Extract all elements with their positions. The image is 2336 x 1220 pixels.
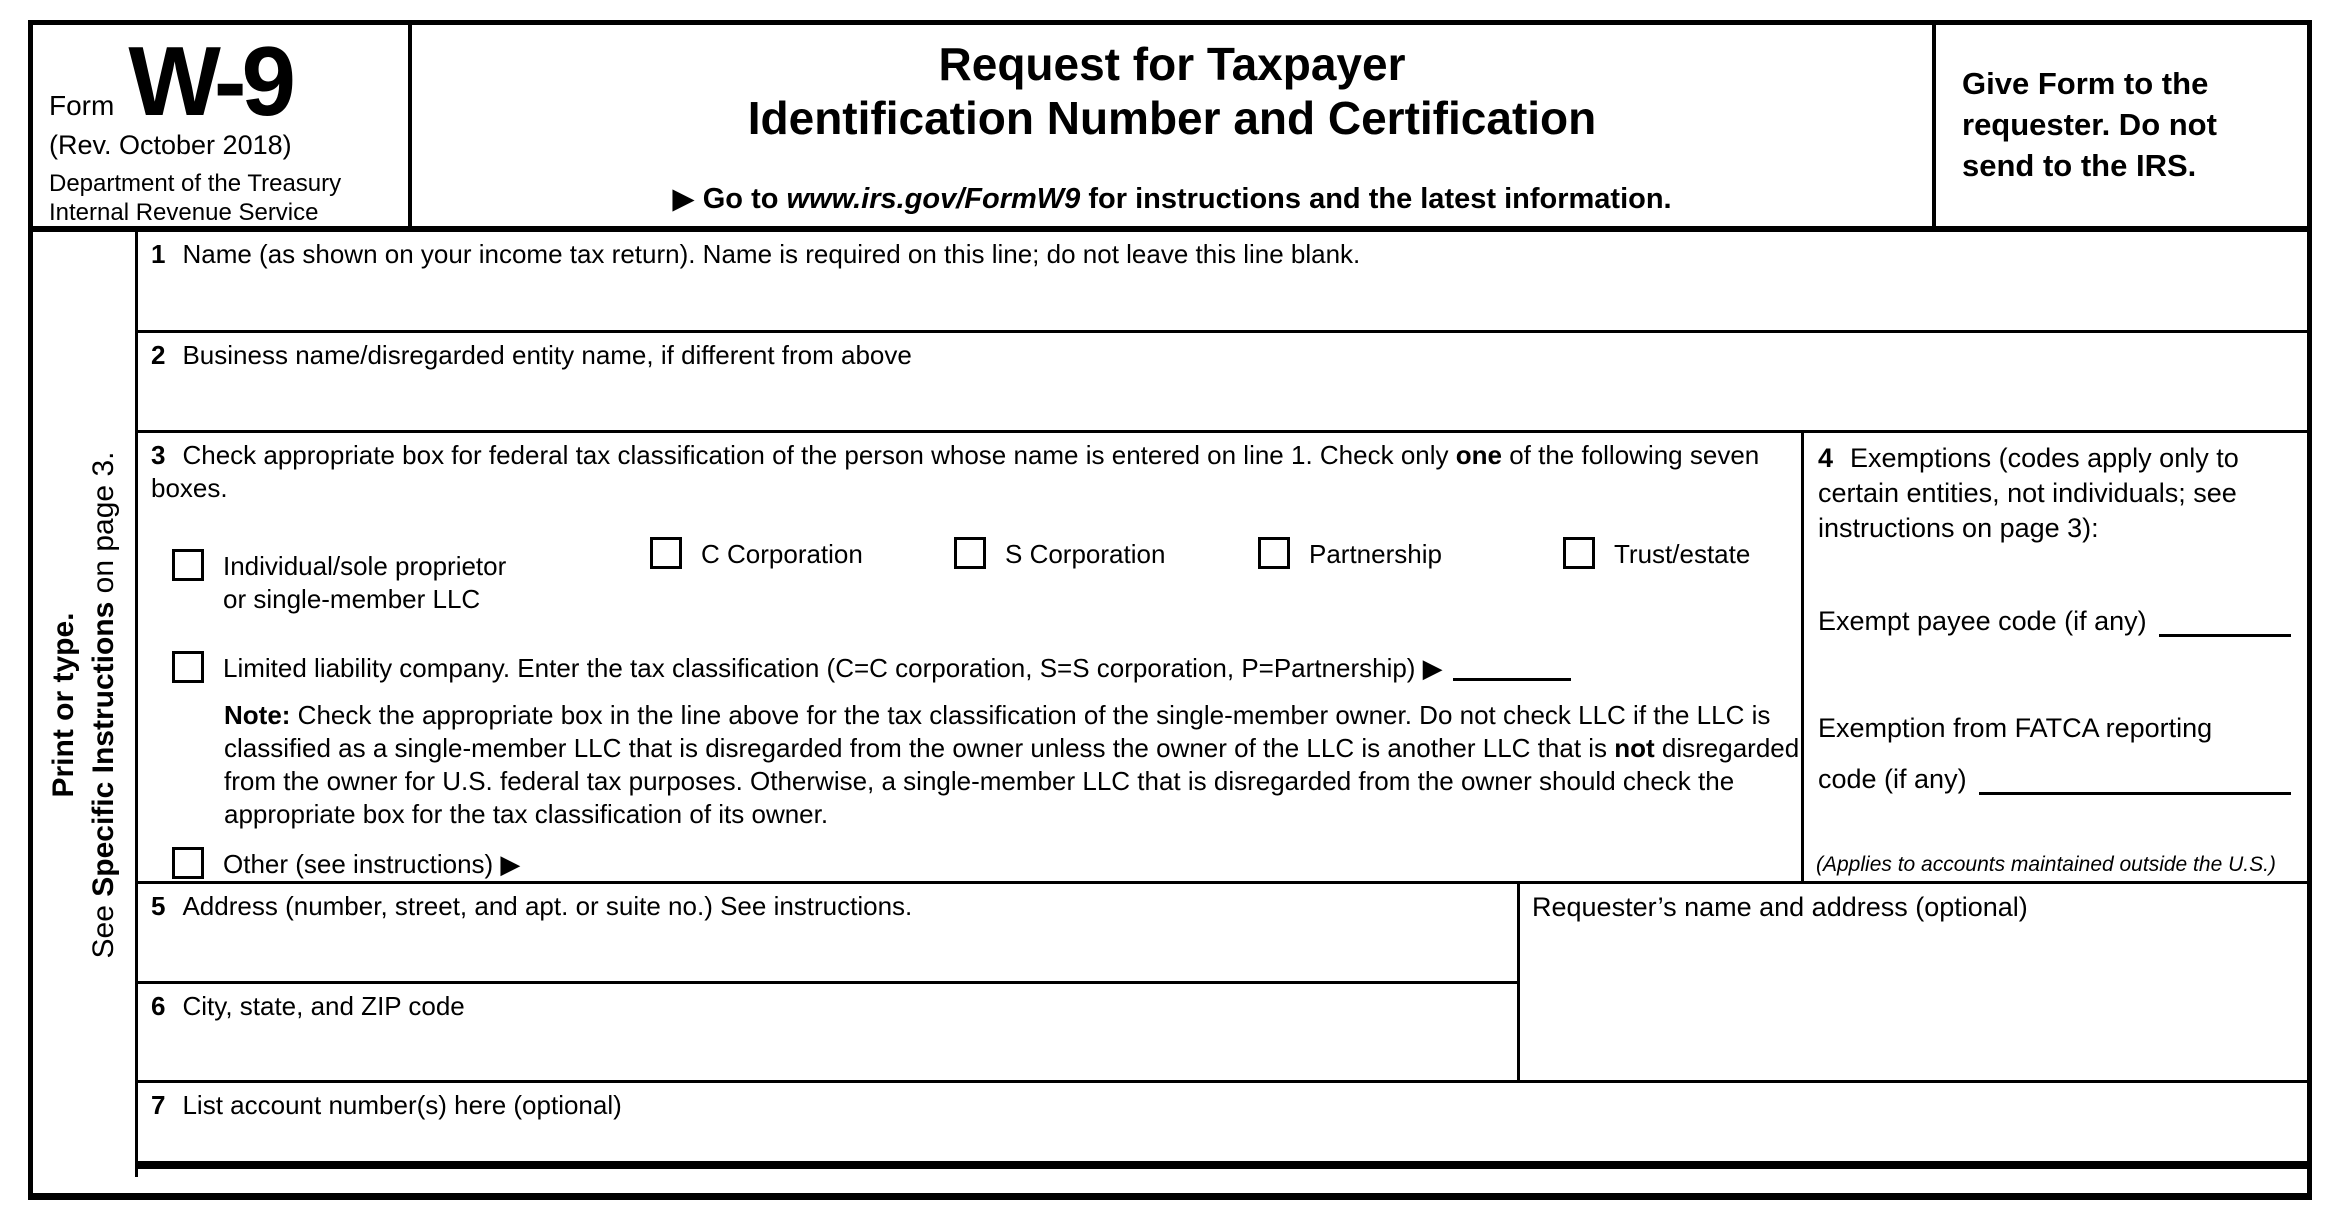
fatca-row xyxy=(1818,763,2291,795)
address-field-label xyxy=(151,891,912,922)
checkbox-other[interactable] xyxy=(172,847,204,879)
requester-box xyxy=(1517,884,2307,1080)
requester-input-area[interactable] xyxy=(1522,928,2305,1078)
option-llc-label: Limited liability company. Enter the tax classification (C=C corporation, S=S corporation, P=Partnership) ▶ xyxy=(223,653,1443,683)
form-goto-line xyxy=(412,181,1932,216)
exemptions-label xyxy=(1818,441,2300,546)
option-individual-label: Individual/sole proprietor or single-member LLC xyxy=(223,551,507,614)
form-body xyxy=(138,232,2307,1169)
llc-note-bold: Note: xyxy=(224,700,291,730)
checkbox-c-corporation[interactable] xyxy=(650,537,682,569)
business-name-field-label xyxy=(151,340,912,371)
llc-note xyxy=(224,699,1808,831)
sidebar-rotated-text xyxy=(44,232,124,1177)
field-row-name xyxy=(138,232,2307,333)
field-number-3: 3 xyxy=(151,440,166,470)
account-numbers-label-text: List account number(s) here (optional) xyxy=(182,1090,622,1120)
fatca-label-line1: Exemption from FATCA reporting xyxy=(1818,713,2213,743)
sidebar-line1: Print or type. xyxy=(47,611,80,798)
department-line1: Department of the Treasury xyxy=(49,170,342,198)
option-trust-estate-label: Trust/estate xyxy=(1614,539,1751,569)
field-number-4: 4 xyxy=(1818,443,1834,473)
field-number-2: 2 xyxy=(151,340,166,370)
give-form-block xyxy=(1936,25,2307,226)
goto-arrow-icon: ▶ xyxy=(672,183,703,215)
form-title-line2: Identification Number and Certification xyxy=(747,92,1597,144)
sidebar-line2-prefix: See xyxy=(87,896,120,958)
form-number-row xyxy=(49,26,408,136)
exemptions-label-text: Exemptions (codes apply only to certain entities, not individuals; see instructions on page 3): xyxy=(1818,443,2239,543)
name-input-area[interactable] xyxy=(140,276,2305,328)
fatca-code-input[interactable] xyxy=(1979,763,2291,795)
field-number-5: 5 xyxy=(151,891,166,921)
field-row-business-name xyxy=(138,333,2307,433)
business-name-input-area[interactable] xyxy=(140,377,2305,428)
sidebar-line2 xyxy=(84,232,124,1177)
checkbox-partnership[interactable] xyxy=(1258,537,1290,569)
form-word-label: Form xyxy=(49,90,115,121)
option-partnership xyxy=(1258,537,1442,571)
checkbox-individual[interactable] xyxy=(172,549,204,581)
option-s-corporation xyxy=(954,537,1165,571)
form-number: W-9 xyxy=(128,26,292,136)
department-line2: Internal Revenue Service xyxy=(49,199,319,227)
classification-section xyxy=(138,433,2307,884)
city-label-text: City, state, and ZIP code xyxy=(182,991,465,1021)
sidebar-line2-bold: Specific Instructions xyxy=(87,601,120,897)
print-or-type-sidebar xyxy=(33,232,138,1177)
checkbox-trust-estate[interactable] xyxy=(1563,537,1595,569)
tax-classification-cell xyxy=(138,433,1801,881)
city-input-area[interactable] xyxy=(140,1028,1515,1078)
fatca-applies-note: (Applies to accounts maintained outside the U.S.) xyxy=(1816,853,2276,876)
option-partnership-label: Partnership xyxy=(1309,539,1442,569)
goto-suffix: for instructions and the latest information. xyxy=(1080,183,1672,215)
llc-classification-input[interactable] xyxy=(1453,651,1571,681)
account-numbers-field-label xyxy=(151,1090,622,1121)
llc-note-bold2: not xyxy=(1614,733,1655,763)
field-number-6: 6 xyxy=(151,991,166,1021)
exemptions-cell xyxy=(1801,433,2307,881)
classification-text-suffix: of the following seven boxes. xyxy=(151,440,1760,503)
option-other-label: Other (see instructions) ▶ xyxy=(223,849,521,879)
classification-text-bold: one xyxy=(1455,440,1502,470)
option-s-corporation-label: S Corporation xyxy=(1005,539,1166,569)
option-other xyxy=(172,847,520,881)
account-numbers-input-area[interactable] xyxy=(140,1127,2305,1159)
address-section xyxy=(138,884,2307,1083)
option-c-corporation-label: C Corporation xyxy=(701,539,863,569)
option-c-corporation xyxy=(650,537,863,571)
requester-label: Requester’s name and address (optional) xyxy=(1532,892,2028,922)
w9-form xyxy=(28,20,2312,1200)
form-identity-block xyxy=(33,25,408,226)
name-field-label xyxy=(151,239,1360,270)
give-form-note: Give Form to the requester. Do not send to the IRS. xyxy=(1962,66,2217,183)
exempt-payee-label: Exempt payee code (if any) xyxy=(1818,606,2147,636)
classification-text-prefix: Check appropriate box for federal tax classification of the person whose name is entered on line 1. Check only xyxy=(182,440,1456,470)
form-title-line1: Request for Taxpayer xyxy=(938,38,1406,90)
goto-prefix: Go to xyxy=(702,183,787,215)
field-row-account-numbers xyxy=(138,1083,2307,1169)
city-field-label xyxy=(151,991,465,1022)
option-trust-estate xyxy=(1563,537,1750,571)
address-input-area[interactable] xyxy=(140,928,1515,979)
llc-note-part2: disregarded from the owner for U.S. federal tax purposes. Otherwise, a single-member LLC that is disregarded from the owner should check the appropriate box for the tax classification of its owner. xyxy=(224,733,1800,829)
field-number-1: 1 xyxy=(151,239,166,269)
option-individual xyxy=(172,549,512,616)
form-header xyxy=(33,25,2307,232)
fatca-label-line2: code (if any) xyxy=(1818,764,1967,794)
business-name-label-text: Business name/disregarded entity name, if different from above xyxy=(182,340,912,370)
exempt-payee-code-input[interactable] xyxy=(2159,605,2291,637)
form-title-block xyxy=(408,25,1936,226)
checkbox-s-corporation[interactable] xyxy=(954,537,986,569)
field-row-city-state-zip xyxy=(138,984,1517,1080)
address-label-text: Address (number, street, and apt. or suite no.) See instructions. xyxy=(182,891,913,921)
form-revision: (Rev. October 2018) xyxy=(49,130,292,161)
exempt-payee-row xyxy=(1818,605,2291,637)
goto-url[interactable]: www.irs.gov/FormW9 xyxy=(786,183,1081,215)
sidebar-line2-suffix: on page 3. xyxy=(87,451,120,602)
name-label-text: Name (as shown on your income tax return). Name is required on this line; do not leave this line blank. xyxy=(182,239,1361,269)
form-department xyxy=(49,169,408,227)
llc-note-part1: Check the appropriate box in the line above for the tax classification of the single-member owner. Do not check LLC if the LLC is classified as a single-member LLC that is disregarded from the owner unless the owner of the LLC is another LLC that is xyxy=(224,700,1771,763)
checkbox-llc[interactable] xyxy=(172,651,204,683)
classification-instructions xyxy=(151,439,1786,505)
option-llc xyxy=(172,651,1792,685)
field-number-7: 7 xyxy=(151,1090,166,1120)
form-title xyxy=(412,25,1932,145)
field-row-address xyxy=(138,884,1517,984)
